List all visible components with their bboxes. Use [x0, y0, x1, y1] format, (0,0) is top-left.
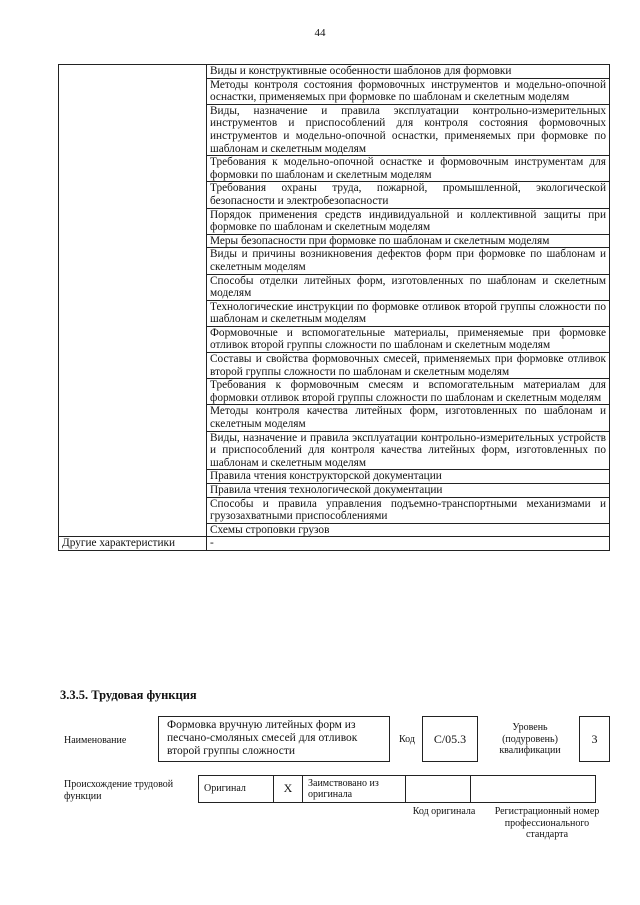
- table-row: [59, 537, 610, 551]
- origin-table: [198, 775, 596, 803]
- requirement-cell: Виды, назначение и правила эксплуатации контрольно-измерительных устройств и приспособлений для контроля качества литейных форм, изготовленных по шаблонам и скелетным моделям: [207, 431, 610, 470]
- function-name-box: Формовка вручную литейных форм из песчано-смоляных смесей для отливок второй группы сложности: [158, 716, 390, 762]
- empty-label-cell: [59, 65, 207, 537]
- code-label: Код: [399, 734, 415, 745]
- requirement-cell: Схемы строповки грузов: [207, 523, 610, 537]
- original-label: Оригинал: [199, 776, 274, 803]
- table-row: [199, 776, 596, 803]
- reg-number-cell: [471, 776, 596, 803]
- code-value-box: С/05.3: [422, 716, 478, 762]
- other-characteristics-label: Другие характеристики: [59, 537, 207, 551]
- requirement-cell: Правила чтения технологической документации: [207, 484, 610, 498]
- requirement-cell: Виды, назначение и правила эксплуатации контрольно-измерительных инструментов и приспособлений для контроля состояния формовочных инструментов и модельно-опочной оснастки, применяемых при формовке по шаблонам и скелетным моделям: [207, 104, 610, 155]
- page-number: 44: [314, 27, 326, 39]
- requirement-cell: Правила чтения конструкторской документации: [207, 470, 610, 484]
- requirement-cell: Требования к модельно-опочной оснастке и формовочным инструментам для формовки по шаблонам и скелетным моделям: [207, 156, 610, 182]
- knowledge-requirements-table: [58, 64, 610, 551]
- requirement-cell: Составы и свойства формовочных смесей, применяемых при формовке отливок второй группы сложности по шаблонам и скелетным моделям: [207, 353, 610, 379]
- requirement-cell: Методы контроля качества литейных форм, изготовленных по шаблонам и скелетным моделям: [207, 405, 610, 431]
- requirement-cell: Требования к формовочным смесям и вспомогательным материалам для формовки отливок второй группы сложности по шаблонам и скелетным моделям: [207, 379, 610, 405]
- code-original-cell: [406, 776, 471, 803]
- requirement-cell: Виды и причины возникновения дефектов форм при формовке по шаблонам и скелетным моделям: [207, 248, 610, 274]
- requirement-cell: Способы и правила управления подъемно-транспортными механизмами и грузозахватными приспособлениями: [207, 497, 610, 523]
- requirement-cell: Формовочные и вспомогательные материалы, применяемые при формовке отливок второй группы сложности по шаблонам и скелетным моделям: [207, 326, 610, 352]
- borrowed-label: Заимствовано из оригинала: [303, 776, 406, 803]
- requirement-cell: Требования охраны труда, пожарной, промышленной, экологической безопасности и электробезопасности: [207, 182, 610, 208]
- table-row: [59, 65, 610, 79]
- qualification-level-label: Уровень (подуровень) квалификации: [499, 722, 561, 756]
- requirement-cell: Меры безопасности при формовке по шаблонам и скелетным моделям: [207, 234, 610, 248]
- requirement-cell: Способы отделки литейных форм, изготовленных по шаблонам и скелетным моделям: [207, 274, 610, 300]
- original-mark: X: [274, 776, 303, 803]
- origin-label: Происхождение трудовой функции: [64, 779, 174, 802]
- requirement-cell: Технологические инструкции по формовке отливок второй группы сложности по шаблонам и скелетным моделям: [207, 300, 610, 326]
- code-original-caption: Код оригинала: [412, 806, 476, 817]
- requirement-cell: Методы контроля состояния формовочных инструментов и модельно-опочной оснастки, применяемых при формовке по шаблонам и скелетным моделям: [207, 78, 610, 104]
- name-label: Наименование: [64, 735, 127, 746]
- other-characteristics-value: -: [207, 537, 610, 551]
- reg-number-caption: Регистрационный номер профессионального стандарта: [494, 806, 600, 840]
- qualification-level-box: 3: [579, 716, 610, 762]
- requirement-cell: Порядок применения средств индивидуальной и коллективной защиты при формовке по шаблонам и скелетным моделям: [207, 208, 610, 234]
- section-title: 3.3.5. Трудовая функция: [60, 688, 197, 702]
- requirement-cell: Виды и конструктивные особенности шаблонов для формовки: [207, 65, 610, 79]
